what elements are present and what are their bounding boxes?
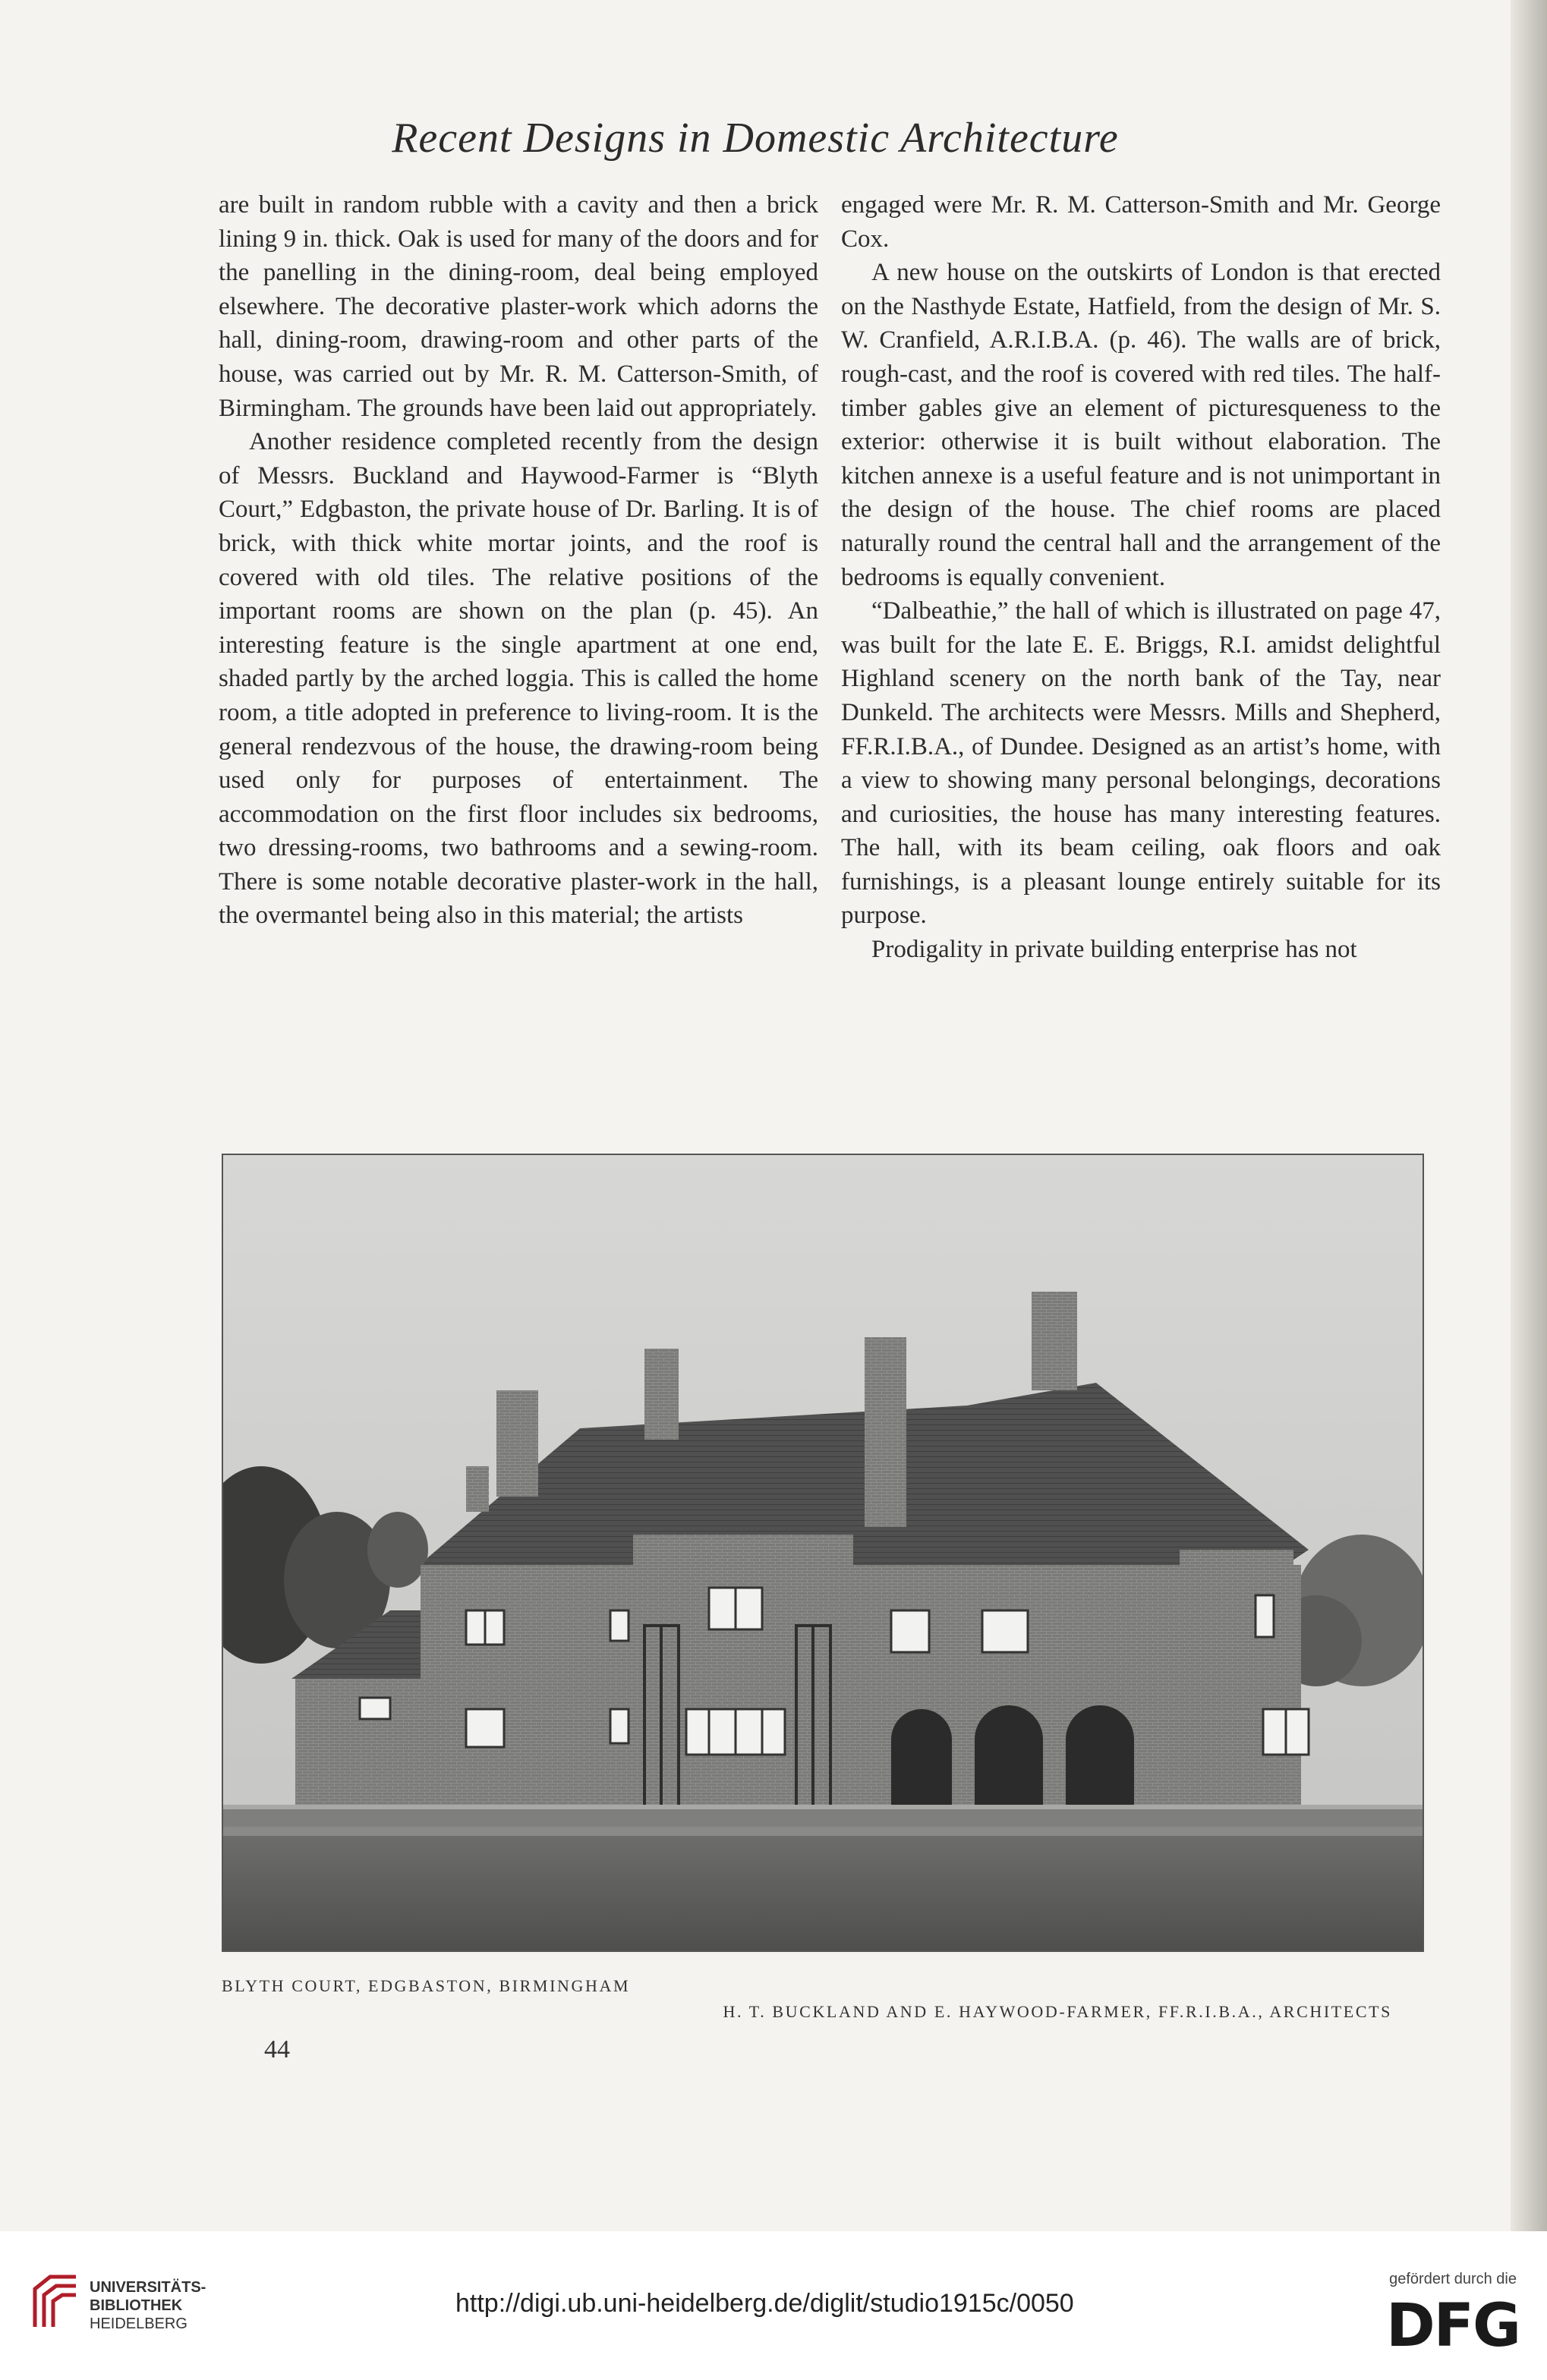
funded-by-label: gefördert durch die: [1389, 2271, 1517, 2287]
digitization-footer: [0, 2231, 1547, 2380]
university-library-logo-icon: [30, 2274, 80, 2328]
right-paragraph-2: A new house on the outskirts of London is that erected on the Nasthyde Estate, Hatfield, from the design of Mr. S. W. Cranfield, A.R.I.B.A. (p. 46). The walls are of brick, rough-cast, and the roof is covered with red tiles. The half-timber gables give an element of picturesqueness to the exterior: otherwise it is built without elaboration. The kitchen annexe is a useful feature and is not unimportant in the design of the house. The chief rooms are placed naturally round the central hall and the arrangement of the bedrooms is equally convenient.: [841, 259, 1441, 591]
library-name-line-3: HEIDELBERG: [90, 2315, 187, 2332]
right-text-column: [841, 188, 1441, 967]
running-head: Recent Designs in Domestic Architecture: [392, 115, 1119, 162]
right-paragraph-1: engaged were Mr. R. M. Catterson-Smith and Mr. George Cox.: [841, 191, 1441, 253]
house-photograph: [222, 1154, 1424, 1952]
dfg-logo: DFG: [1385, 2292, 1520, 2360]
left-paragraph-2: Another residence completed recently from the design of Messrs. Buckland and Haywood-Farmer is “Blyth Court,” Edgbaston, the private house of Dr. Barling. It is of brick, with thick white mortar joints, and the roof is covered with old tiles. The relative positions of the important rooms are shown on the plan (p. 45). An interesting feature is the single apartment at one end, shaded partly by the arched loggia. This is called the home room, a title adopted in preference to living-room. It is the general rendezvous of the house, the drawing-room being used only for purposes of entertainment. The accommodation on the first floor includes six bedrooms, two dressing-rooms, two bathrooms and a sewing-room. There is some notable decorative plaster-work in the hall, the overmantel being also in this material; the artists: [219, 428, 818, 930]
scan-edge-shadow: [1511, 0, 1547, 2231]
library-name-line-2: BIBLIOTHEK: [90, 2297, 183, 2314]
right-paragraph-3: “Dalbeathie,” the hall of which is illustrated on page 47, was built for the late E. E. Briggs, R.I. amidst delightful Highland scenery on the north bank of the Tay, near Dunkeld. The architects were Messrs. Mills and Shepherd, FF.R.I.B.A., of Dundee. Designed as an artist’s home, with a view to showing many personal belongings, decorations and curiosities, the house has many interesting features. The hall, with its beam ceiling, oak floors and oak furnishings, is a pleasant lounge entirely suitable for its purpose.: [841, 597, 1441, 930]
left-text-column: [219, 188, 818, 933]
source-url-link[interactable]: http://digi.ub.uni-heidelberg.de/diglit/studio1915c/0050: [455, 2289, 1074, 2318]
page-number: 44: [264, 2035, 290, 2064]
plate-caption-architects: H. T. BUCKLAND AND E. HAYWOOD-FARMER, FF.R.I.B.A., ARCHITECTS: [723, 2002, 1392, 2021]
house-photo-illustration: [223, 1155, 1423, 1950]
left-paragraph-1: are built in random rubble with a cavity and then a brick lining 9 in. thick. Oak is used for many of the doors and for the panelling in the dining-room, deal being employed elsewhere. The decorative plaster-work which adorns the hall, dining-room, drawing-room and other parts of the house, was carried out by Mr. R. M. Catterson-Smith, of Birmingham. The grounds have been laid out appropriately.: [219, 191, 818, 422]
library-name: [90, 2278, 206, 2333]
right-paragraph-4: Prodigality in private building enterprise has not: [871, 936, 1357, 964]
library-name-line-1: UNIVERSITÄTS-: [90, 2279, 206, 2296]
plate-caption-title: BLYTH COURT, EDGBASTON, BIRMINGHAM: [222, 1976, 631, 1995]
